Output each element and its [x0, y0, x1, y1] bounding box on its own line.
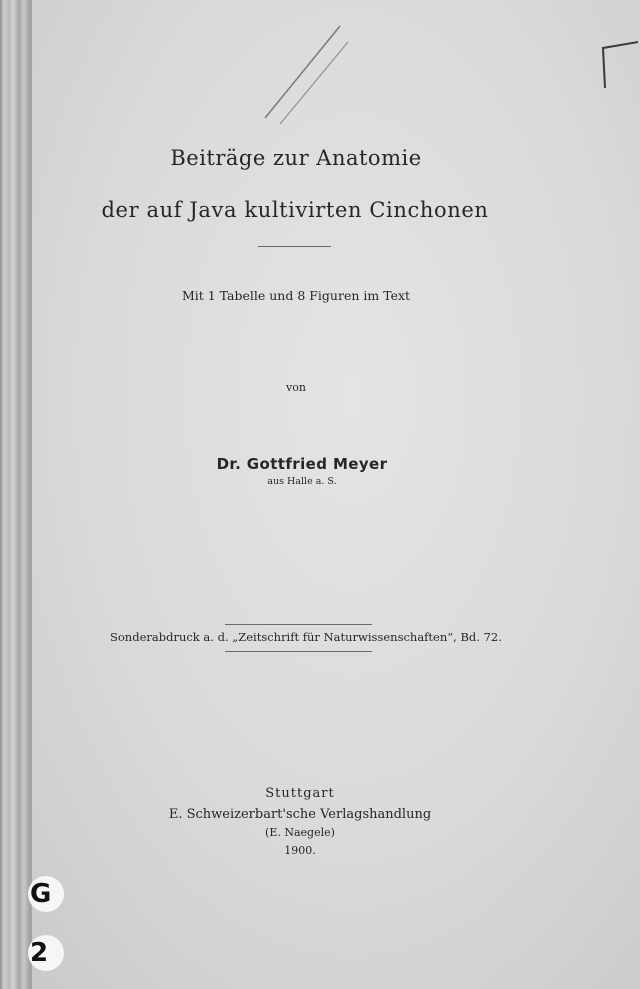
imprint-year: 1900. — [284, 844, 316, 857]
library-label-top-text: G — [30, 879, 52, 909]
author-origin: aus Halle a. S. — [267, 476, 337, 487]
offprint-rule-bottom — [225, 651, 372, 652]
binding-spine — [0, 0, 30, 989]
library-label-bottom-text: 2 — [30, 938, 49, 968]
offprint-note: Sonderabdruck a. d. „Zeitschrift für Naturwissenschaften“, Bd. 72. — [110, 630, 502, 644]
imprint-city: Stuttgart — [265, 786, 335, 801]
pencil-mark — [260, 20, 355, 125]
imprint-publisher: E. Schweizerbart'sche Verlagshandlung — [168, 807, 432, 822]
offprint-rule-top — [225, 624, 372, 625]
subtitle: Mit 1 Tabelle und 8 Figuren im Text — [181, 288, 411, 303]
library-label-top — [28, 876, 64, 912]
title-divider — [258, 246, 331, 247]
author-name: Dr. Gottfried Meyer — [216, 455, 388, 473]
title-line-1: Beiträge zur Anatomie — [170, 146, 422, 170]
library-label-bottom — [28, 935, 64, 971]
corner-mark — [600, 40, 640, 90]
by-line: von — [286, 381, 306, 394]
title-line-2: der auf Java kultivirten Cinchonen — [101, 198, 489, 222]
imprint-editor: (E. Naegele) — [265, 826, 335, 839]
